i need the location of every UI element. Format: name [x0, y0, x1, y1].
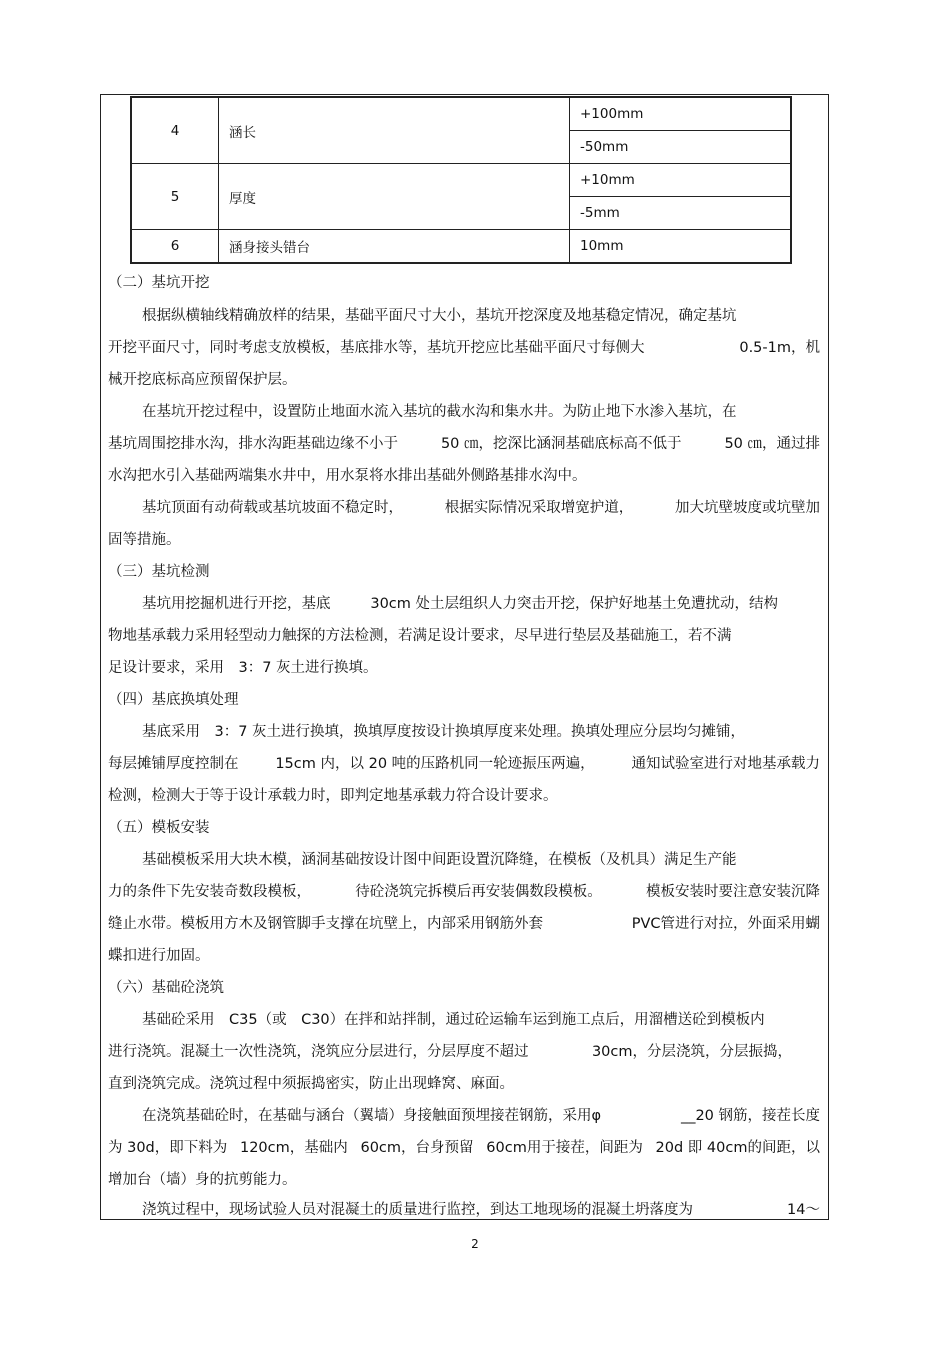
section-heading: （六）基础砼浇筑: [108, 980, 224, 996]
text-line: [142, 1200, 820, 1220]
text-line: [108, 882, 820, 902]
table-row: [131, 164, 791, 197]
text-span: 根据实际情况采取增宽护道，: [444, 500, 634, 516]
text-span: 每层摊铺厚度控制在: [108, 756, 239, 772]
text-span: 模板安装时要注意安装沉降: [646, 884, 820, 900]
text-span: 缝止水带。模板用方木及钢管脚手支撑在坑壁上，内部采用钢筋外套: [108, 916, 543, 932]
text-span: 60cm，台身预留: [360, 1140, 474, 1156]
row-number: 6: [131, 230, 219, 264]
text-span: 14～: [787, 1202, 820, 1218]
text-span: 50 ㎝，挖深比涵洞基础底标高不低于: [440, 436, 682, 452]
text-span: 待砼浇筑完拆模后再安装偶数段模板。: [355, 884, 602, 900]
text-line: 检测，检测大于等于设计承载力时，即判定地基承载力符合设计要求。: [108, 788, 558, 804]
text-span: 50 ㎝，通过排: [724, 436, 820, 452]
tolerance-table: [130, 96, 792, 264]
text-span: __20 钢筋，接茬长度: [680, 1108, 820, 1124]
text-span: 进行浇筑。混凝土一次性浇筑，浇筑应分层进行，分层厚度不超过: [108, 1044, 529, 1060]
text-line: [108, 434, 820, 454]
text-span: 为 30d，即下料为: [108, 1140, 228, 1156]
text-line: 械开挖底标高应预留保护层。: [108, 372, 297, 388]
text-span: 浇筑过程中，现场试验人员对混凝土的质量进行监控，到达工地现场的混凝土坍落度为: [142, 1202, 693, 1218]
section-heading: （四）基底换填处理: [108, 692, 239, 708]
text-span: PVC管进行对拉，外面采用蝴: [631, 916, 820, 932]
row-number: 4: [131, 97, 219, 164]
text-line: 直到浇筑完成。浇筑过程中须振捣密实，防止出现蜂窝、麻面。: [108, 1076, 514, 1092]
row-value: -5mm: [570, 197, 792, 230]
row-number: 5: [131, 164, 219, 230]
text-line: [108, 754, 820, 774]
text-line: 根据纵横轴线精确放样的结果，基础平面尺寸大小，基坑开挖深度及地基稳定情况，确定基坑: [142, 308, 737, 324]
text-span: 30cm 处土层组织人力突击开挖，保护好地基土免遭扰动，结构: [370, 596, 778, 612]
text-line: [108, 1042, 792, 1062]
text-line: [142, 1106, 820, 1126]
text-span: 20d 即 40cm的间距，以: [655, 1140, 820, 1156]
text-line: 基础模板采用大块木模，涵洞基础按设计图中间距设置沉降缝，在模板（及机具）满足生产能: [142, 852, 737, 868]
text-line: [142, 498, 820, 518]
text-line: 增加台（墙）身的抗剪能力。: [108, 1172, 297, 1188]
text-line: 物地基承载力采用轻型动力触探的方法检测，若满足设计要求，尽早进行垫层及基础施工，若不满: [108, 628, 732, 644]
text-span: 30cm，分层浇筑，分层振捣，: [591, 1044, 792, 1060]
text-line: 蝶扣进行加固。: [108, 948, 210, 964]
text-line: 基底采用 3：7 灰土进行换填，换填厚度按设计换填厚度来处理。换填处理应分层均匀摊铺，: [142, 724, 746, 740]
row-value: -50mm: [570, 131, 792, 164]
row-item: 涵长: [219, 97, 570, 164]
row-item: 涵身接头错台: [219, 230, 570, 264]
text-line: [108, 914, 820, 934]
text-span: 加大坑壁坡度或坑壁加: [675, 500, 820, 516]
row-item: 厚度: [219, 164, 570, 230]
text-span: 基坑用挖掘机进行开挖，基底: [142, 596, 331, 612]
text-line: 固等措施。: [108, 532, 181, 548]
text-span: 15cm 内，以 20 吨的压路机同一轮迹振压两遍，: [275, 756, 595, 772]
text-span: 0.5-1m，机: [739, 340, 820, 356]
page-number: 2: [471, 1237, 479, 1251]
table-row: [131, 97, 791, 131]
text-span: 120cm，基础内: [239, 1140, 348, 1156]
table-row: [131, 230, 791, 264]
section-heading: （三）基坑检测: [108, 564, 210, 580]
text-line: 基础砼采用 C35（或 C30）在拌和站拌制，通过砼运输车运到施工点后，用溜槽送砼到模板内: [142, 1012, 765, 1028]
text-line: 在基坑开挖过程中，设置防止地面水流入基坑的截水沟和集水井。为防止地下水渗入基坑，在: [142, 404, 737, 420]
text-span: 力的条件下先安装奇数段模板，: [108, 884, 311, 900]
text-span: 开挖平面尺寸，同时考虑支放模板，基底排水等，基坑开挖应比基础平面尺寸每侧大: [108, 340, 645, 356]
text-span: 在浇筑基础砼时，在基础与涵台（翼墙）身接触面预埋接茬钢筋，采用φ: [142, 1108, 602, 1124]
text-line: 水沟把水引入基础两端集水井中，用水泵将水排出基础外侧路基排水沟中。: [108, 468, 587, 484]
section-heading: （五）模板安装: [108, 820, 210, 836]
row-value: +100mm: [570, 97, 792, 131]
section-heading: （二）基坑开挖: [108, 275, 210, 291]
text-line: [108, 338, 820, 358]
text-span: 60cm用于接茬，间距为: [486, 1140, 643, 1156]
text-span: 基坑顶面有动荷载或基坑坡面不稳定时，: [142, 500, 403, 516]
text-span: 基坑周围挖排水沟，排水沟距基础边缘不小于: [108, 436, 398, 452]
row-value: +10mm: [570, 164, 792, 197]
text-span: 通知试验室进行对地基承载力: [631, 756, 820, 772]
text-line: [108, 1138, 820, 1158]
row-value: 10mm: [570, 230, 792, 264]
text-line: 足设计要求，采用 3：7 灰土进行换填。: [108, 660, 378, 676]
text-line: [142, 594, 778, 614]
